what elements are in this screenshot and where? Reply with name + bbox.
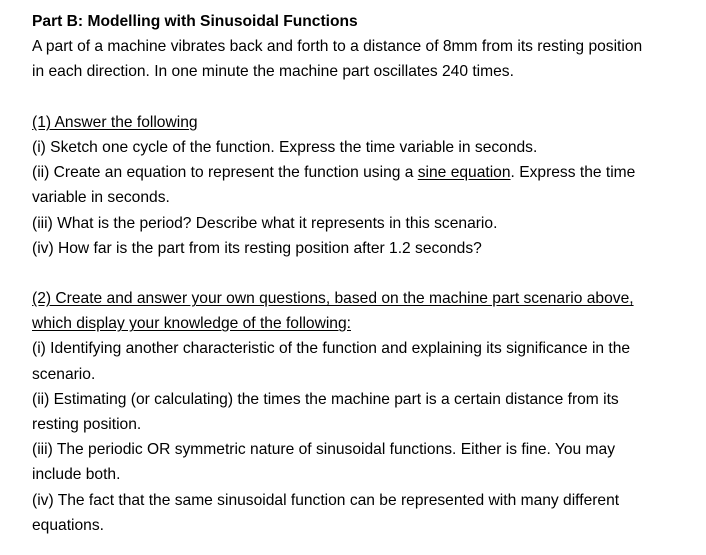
question-1-ii [32, 160, 692, 185]
sine-equation-underlined: sine equation [417, 164, 511, 182]
intro-line-1: A part of a machine vibrates back and forth to a distance of 8mm from its resting position [32, 38, 643, 56]
document [32, 9, 692, 538]
page-title: Part B: Modelling with Sinusoidal Functions [32, 13, 358, 30]
spacer [32, 85, 692, 110]
item-2-i-continued: scenario. [32, 365, 96, 383]
question-1-ii-text-end: . Express the time [510, 164, 636, 182]
question-1-ii-continued: variable in seconds. [32, 189, 170, 207]
item-2-iii-continued: include both. [32, 466, 121, 484]
item-2-iv: (iv) The fact that the same sinusoidal function can be represented with many different [32, 491, 620, 509]
item-2-iii: (iii) The periodic OR symmetric nature of sinusoidal functions. Either is fine. You may [32, 441, 615, 459]
section-2-heading-line-2: which display your knowledge of the following: [32, 315, 351, 333]
section-2-heading-line-1: (2) Create and answer your own questions, based on the machine part scenario above, [32, 290, 634, 308]
item-2-iv-continued: equations. [32, 516, 104, 534]
question-1-iv: (iv) How far is the part from its resting position after 1.2 seconds? [32, 239, 482, 257]
spacer [32, 261, 692, 286]
question-1-ii-text: (ii) Create an equation to represent the function using a [32, 164, 418, 182]
item-2-ii-continued: resting position. [32, 416, 142, 433]
question-1-i: (i) Sketch one cycle of the function. Express the time variable in seconds. [32, 138, 538, 156]
intro-line-2: in each direction. In one minute the machine part oscillates 240 times. [32, 63, 514, 81]
item-2-i: (i) Identifying another characteristic of the function and explaining its significance in the [32, 340, 631, 358]
question-1-iii: (iii) What is the period? Describe what it represents in this scenario. [32, 214, 498, 232]
item-2-ii: (ii) Estimating (or calculating) the times the machine part is a certain distance from its [32, 390, 619, 408]
section-1-heading: (1) Answer the following [32, 113, 198, 131]
